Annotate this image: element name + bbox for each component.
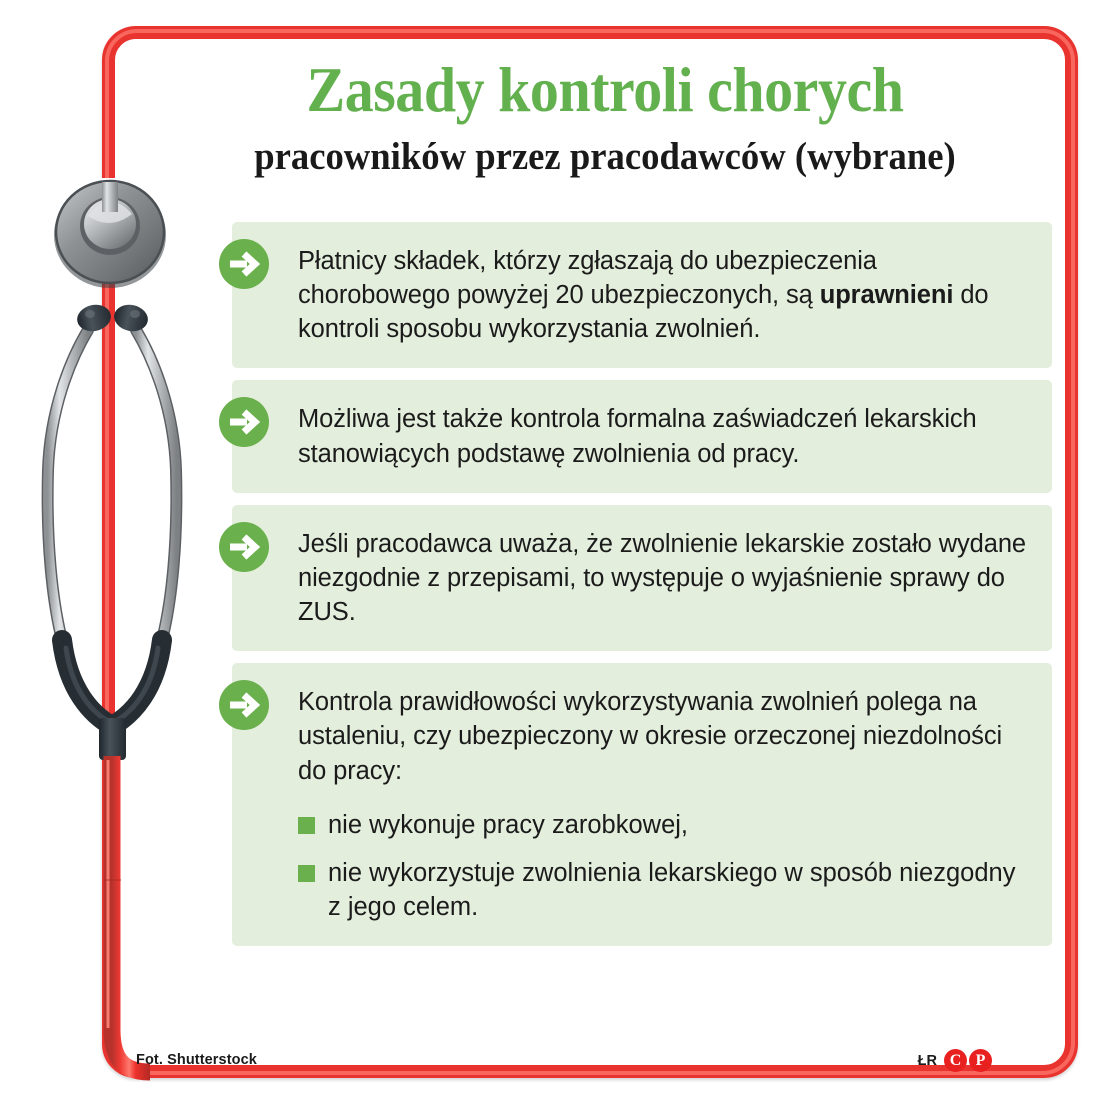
- page-subtitle: pracowników przez pracodawców (wybrane): [254, 135, 956, 179]
- bullet-blocks: [232, 222, 1052, 958]
- bullet-block: [232, 663, 1052, 946]
- header: [150, 55, 1060, 179]
- sub-bullet-label: nie wykorzystuje zwolnienia lekarskiego w sposób niezgodny z jego celem.: [328, 858, 1016, 922]
- page-title: Zasady kontroli chorych: [306, 55, 904, 125]
- frame-tube-gap: [96, 178, 122, 208]
- arrow-right-circle-icon: [218, 521, 270, 573]
- sub-bullet-item: [298, 856, 1026, 924]
- sub-bullet-label: nie wykonuje pracy zarobkowej,: [328, 810, 689, 839]
- arrow-right-circle-icon: [218, 238, 270, 290]
- bullet-text: Jeśli pracodawca uważa, że zwolnienie lekarskie zostało wydane niezgodnie z przepisami, to występuje o wyjaśnienie sprawy do ZUS.: [298, 529, 1027, 627]
- footer-signature: [918, 1049, 992, 1072]
- logo-mark-p-icon: P: [969, 1049, 992, 1072]
- photo-credit: Fot. Shutterstock: [136, 1052, 257, 1068]
- bullet-text: Kontrola prawidłowości wykorzystywania zwolnień polega na ustaleniu, czy ubezpieczony w okresie orzeczonej niezdolności do pracy:: [298, 688, 1003, 785]
- bullet-text-bold: uprawnieni: [819, 281, 954, 310]
- bullet-text: [298, 244, 1026, 346]
- bullet-text-part1: Płatnicy składek, którzy zgłaszają do ubezpieczenia chorobowego powyżej 20 ubezpieczonych, są: [298, 247, 877, 310]
- author-initials: ŁR: [917, 1052, 937, 1069]
- logo-mark-c-icon: C: [944, 1049, 967, 1072]
- arrow-right-circle-icon: [218, 679, 270, 731]
- square-bullet-icon: [298, 865, 315, 882]
- sub-bullet-item: [298, 808, 1026, 842]
- arrow-right-circle-icon: [218, 396, 270, 448]
- bullet-block: [232, 222, 1052, 368]
- bullet-text-part2: do kontroli sposobu wykorzystania zwolnień.: [298, 281, 989, 344]
- bullet-block: [232, 380, 1052, 492]
- bullet-block: [232, 505, 1052, 651]
- bullet-text: Możliwa jest także kontrola formalna zaświadczeń lekarskich stanowiących podstawę zwolnienia od pracy.: [298, 405, 977, 468]
- sub-bullet-list: [298, 808, 1026, 924]
- square-bullet-icon: [298, 817, 315, 834]
